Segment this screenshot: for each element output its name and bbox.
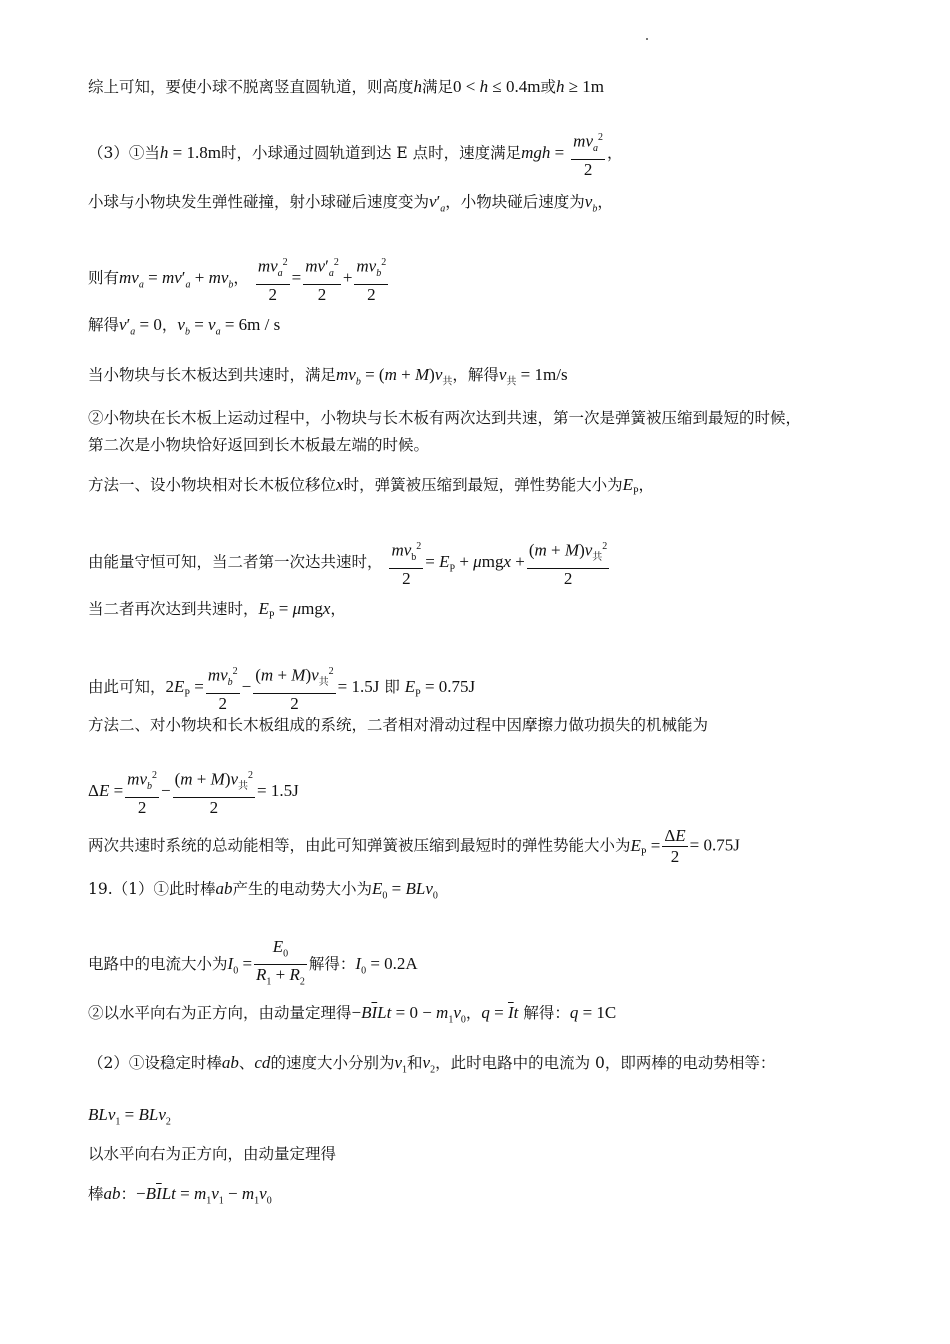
line-4: 则有$mv_a = mv'_a + mv_b$， $\frac{mv_a^2}{2}$ = $\frac{mv'_a^2}{2}$ + $\frac{mv_b^2}{2}$ <box>88 253 390 305</box>
line-1: 综上可知，要使小球不脱离竖直圆轨道，则高度h满足0 < h ≤ 0.4m或h ≥ 1m <box>88 77 605 96</box>
line-17: 电路中的电流大小为$I_0$ = $\frac{E_0}{R_1 + R_2}$ 解得：$I_0 = 0.2A$ <box>88 937 418 988</box>
header-dot <box>646 38 648 40</box>
line-22: 棒ab：$-B\overline{I}Lt = m_1v_1 - m_1v_0$ <box>88 1184 272 1207</box>
line-21: 以水平向右为正方向，由动量定理得 <box>88 1145 337 1163</box>
line-6: 当小物块与长木板达到共速时，满足$mv_b = (m + M)v_共$，解得$v_共 = 1m/s$ <box>88 365 568 388</box>
line-13: 方法二、对小物块和长木板组成的系统，二者相对滑动过程中因摩擦力做功损失的机械能为 <box>88 716 709 734</box>
line-7: ②小物块在长木板上运动过程中，小物块与长木板有两次达到共速，第一次是弹簧被压缩到最短的时候， <box>88 409 802 427</box>
line-3: 小球与小物块发生弹性碰撞，射小球碰后速度变为$v'_a$，小物块碰后速度为$v_b$， <box>88 192 613 215</box>
frac-kinetic-a: $\frac{mv_a^2}{2}$ <box>571 128 605 180</box>
line-2: （3）①当h = 1.8m时，小球通过圆轨道到达 E 点时，速度满足mgh = $\frac{mv_a^2}{2}$ ， <box>88 128 623 180</box>
line-5: 解得$v'_a = 0$，$v_b = v_a = 6m / s$ <box>88 315 281 338</box>
line-14: ΔE = $\frac{mv_b^2}{2}$ − $\frac{(m + M)v_共^2}{2}$ = 1.5J <box>88 766 299 818</box>
line-19: （2）①设稳定时棒ab、cd的速度大小分别为$v_1$和$v_2$，此时电路中的电流为 0，即两棒的电动势相等： <box>88 1053 776 1076</box>
line-12: 由此可知，$2E_P$ = $\frac{mv_b^2}{2}$ − $\frac{(m + M)v_共^2}{2}$ = 1.5J 即 $E_P = 0.75J$ <box>88 662 475 714</box>
line-8: 第二次是小物块恰好返回到长木板最左端的时候。 <box>88 436 430 454</box>
line-11: 当二者再次达到共速时，$E_P = \mu mgx$， <box>88 599 346 622</box>
line-15: 两次共速时系统的总动能相等，由此可知弹簧被压缩到最短时的弹性势能大小为$E_P$ = $\frac{\Delta E}{2}$ = 0.75J <box>88 826 740 866</box>
line-16: 19.（1）①此时棒ab产生的电动势大小为$E_0 = BLv_0$ <box>88 879 438 902</box>
line-20: BLv$_1$ = BLv$_2$ <box>88 1105 171 1128</box>
line-9: 方法一、设小物块相对长木板位移位x时，弹簧被压缩到最短，弹性势能大小为$E_P$， <box>88 475 655 498</box>
line-10: 由能量守恒可知，当二者第一次达共速时， $\frac{mv_b^2}{2}$ = $E_P + \mu mgx$ + $\frac{(m + M)v_共^2}{2}$ <box>88 537 611 589</box>
line-18: ②以水平向右为正方向，由动量定理得$-B\overline{I}Lt = 0 - m_1v_0$，$q = \overline{I}t$ 解得：q = 1C <box>88 1003 617 1026</box>
